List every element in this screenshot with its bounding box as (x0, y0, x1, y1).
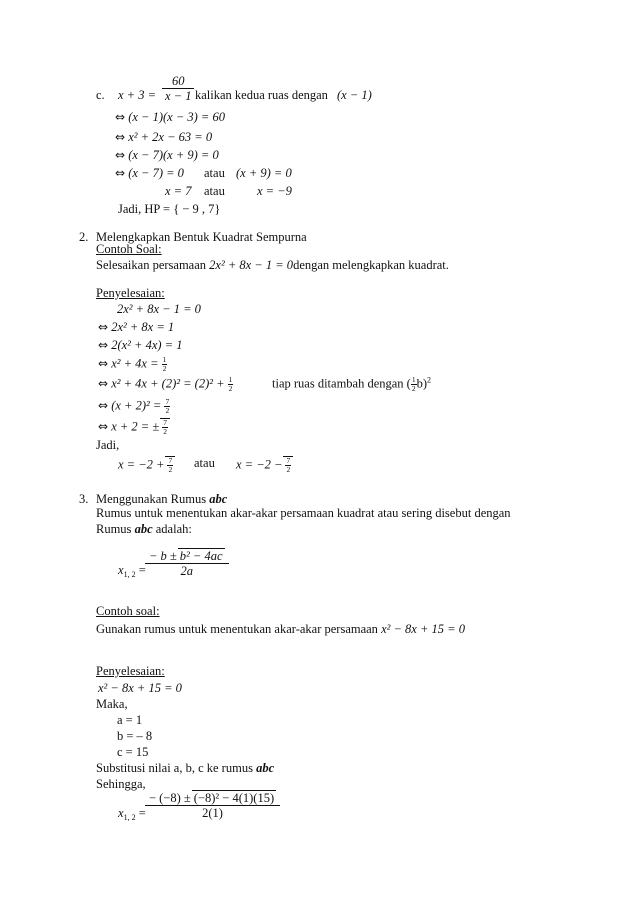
half-numerator: 1 (228, 375, 233, 384)
iff-arrow-icon: ⇔ (98, 320, 109, 334)
fraction-denominator: x − 1 (165, 89, 192, 103)
problem-text: Gunakan rumus untuk menentukan akar-akar persamaan (96, 622, 378, 636)
example-label: Contoh Soal: (96, 242, 162, 256)
math-step: x² + 4x = (111, 356, 159, 371)
therefore-text: Jadi, (96, 438, 120, 452)
formula-denominator: 2a (180, 564, 194, 578)
formula-numerator: − b ± (149, 549, 177, 563)
problem-text: dengan melengkapkan kuadrat. (293, 258, 449, 272)
math-step: x² − 8x + 15 = 0 (98, 681, 182, 695)
seven-numerator: 7 (163, 418, 167, 427)
formula-radicand: (−8)² − 4(1)(15) (193, 791, 275, 805)
substituted-formula-fraction (145, 790, 280, 820)
quadratic-formula-lhs (118, 563, 146, 578)
fraction-numerator: 60 (162, 74, 194, 89)
seven-denominator: 2 (165, 406, 170, 415)
math-step: 2x² + 8x − 1 = 0 (117, 302, 201, 316)
math-step: (x − 7)(x + 9) = 0 (128, 148, 219, 162)
iff-arrow-icon: ⇔ (115, 148, 126, 162)
part-c-conclusion: Jadi, HP = { − 9 , 7} (118, 202, 221, 216)
formula-equals: = (138, 806, 146, 820)
section-title: Menggunakan Rumus (96, 492, 207, 506)
root-value: x = −2 + (118, 457, 165, 472)
half-denominator: 2 (228, 384, 233, 393)
seven-denominator: 2 (286, 465, 291, 474)
or-text: atau (204, 166, 225, 180)
iff-arrow-icon: ⇔ (115, 130, 126, 144)
math-step: x² + 2x − 63 = 0 (128, 130, 213, 144)
math-step: (x + 9) = 0 (236, 166, 292, 180)
formula-numerator: − (−8) ± (149, 791, 191, 805)
sehingga-text: Sehingga, (96, 777, 146, 791)
part-c-note-expr: (x − 1) (337, 88, 372, 102)
description-text: Rumus (96, 522, 132, 536)
formula-variable: x (118, 806, 124, 820)
section-title: Melengkapkan Bentuk Kuadrat Sempurna (96, 230, 307, 244)
sqrt-sign (160, 418, 170, 436)
half-denominator: 2 (411, 384, 416, 393)
quadratic-formula-fraction (145, 548, 229, 578)
solution-label: Penyelesaian: (96, 664, 165, 678)
description-abc: abc (134, 522, 153, 536)
coef-a: a = 1 (117, 713, 143, 727)
problem-equation: x² − 8x + 15 = 0 (381, 622, 465, 636)
math-step: (x + 2)² = (111, 398, 162, 413)
root-value: x = −9 (257, 184, 292, 198)
seven-numerator: 7 (168, 456, 173, 465)
formula-equals: = (138, 563, 146, 577)
solution-label: Penyelesaian: (96, 286, 165, 300)
iff-arrow-icon: ⇔ (98, 338, 109, 352)
note-text: tiap ruas ditambah dengan ( (272, 376, 411, 391)
iff-arrow-icon: ⇔ (98, 356, 109, 371)
section-title-abc: abc (209, 492, 228, 506)
iff-arrow-icon: ⇔ (115, 110, 126, 124)
math-step: (x − 1)(x − 3) = 60 (128, 110, 225, 124)
note-text: b) (416, 376, 428, 391)
seven-denominator: 2 (168, 465, 173, 474)
problem-text: Selesaikan persamaan (96, 258, 207, 272)
iff-arrow-icon: ⇔ (115, 166, 126, 180)
or-text: atau (204, 184, 225, 198)
substitution-abc: abc (256, 761, 275, 775)
math-step: x² + 4x + (2)² = (2)² + (111, 376, 225, 391)
section-number: 2. (79, 230, 89, 244)
part-c-equation: x + 3 = (118, 88, 157, 102)
seven-numerator: 7 (165, 397, 170, 406)
description-text: Rumus untuk menentukan akar-akar persamaan kuadrat atau sering disebut dengan (96, 506, 511, 520)
math-step: x + 2 = ± (111, 419, 160, 434)
completing-square-note: tiap ruas ditambah dengan ( $\frac{1}{2}$ b)$^2$ (272, 375, 432, 393)
formula-subscript: 1, 2 (123, 813, 136, 822)
half-numerator: 1 (411, 375, 416, 384)
iff-arrow-icon: ⇔ (98, 419, 109, 434)
formula-variable: x (118, 563, 124, 577)
substitution-text: Substitusi nilai a, b, c ke rumus (96, 761, 253, 775)
part-c-label: c. (96, 88, 105, 102)
half-numerator: 1 (162, 355, 167, 364)
root-value: x = −2 − (236, 457, 283, 472)
part-c-fraction (162, 74, 194, 103)
substituted-formula-lhs (118, 806, 146, 821)
example-label: Contoh soal: (96, 604, 160, 618)
math-step: 2x² + 8x = 1 (111, 320, 175, 334)
coef-b: b = – 8 (117, 729, 153, 743)
formula-radicand: b² − 4ac (179, 549, 223, 563)
root-value: x = 7 (165, 184, 192, 198)
part-c-note: kalikan kedua ruas dengan (195, 88, 328, 102)
seven-denominator: 2 (163, 427, 167, 436)
half-denominator: 2 (162, 364, 167, 373)
formula-denominator: 2(1) (202, 806, 223, 820)
formula-subscript: 1, 2 (123, 570, 136, 579)
maka-text: Maka, (96, 697, 128, 711)
math-step: (x − 7) = 0 (128, 166, 184, 180)
description-text: adalah: (155, 522, 192, 536)
iff-arrow-icon: ⇔ (98, 376, 109, 391)
or-text: atau (194, 456, 215, 470)
math-step: 2(x² + 4x) = 1 (111, 338, 183, 352)
seven-numerator: 7 (286, 456, 291, 465)
section-number: 3. (79, 492, 89, 506)
iff-arrow-icon: ⇔ (98, 398, 109, 413)
problem-equation: 2x² + 8x − 1 = 0 (209, 258, 294, 272)
coef-c: c = 15 (117, 745, 149, 759)
